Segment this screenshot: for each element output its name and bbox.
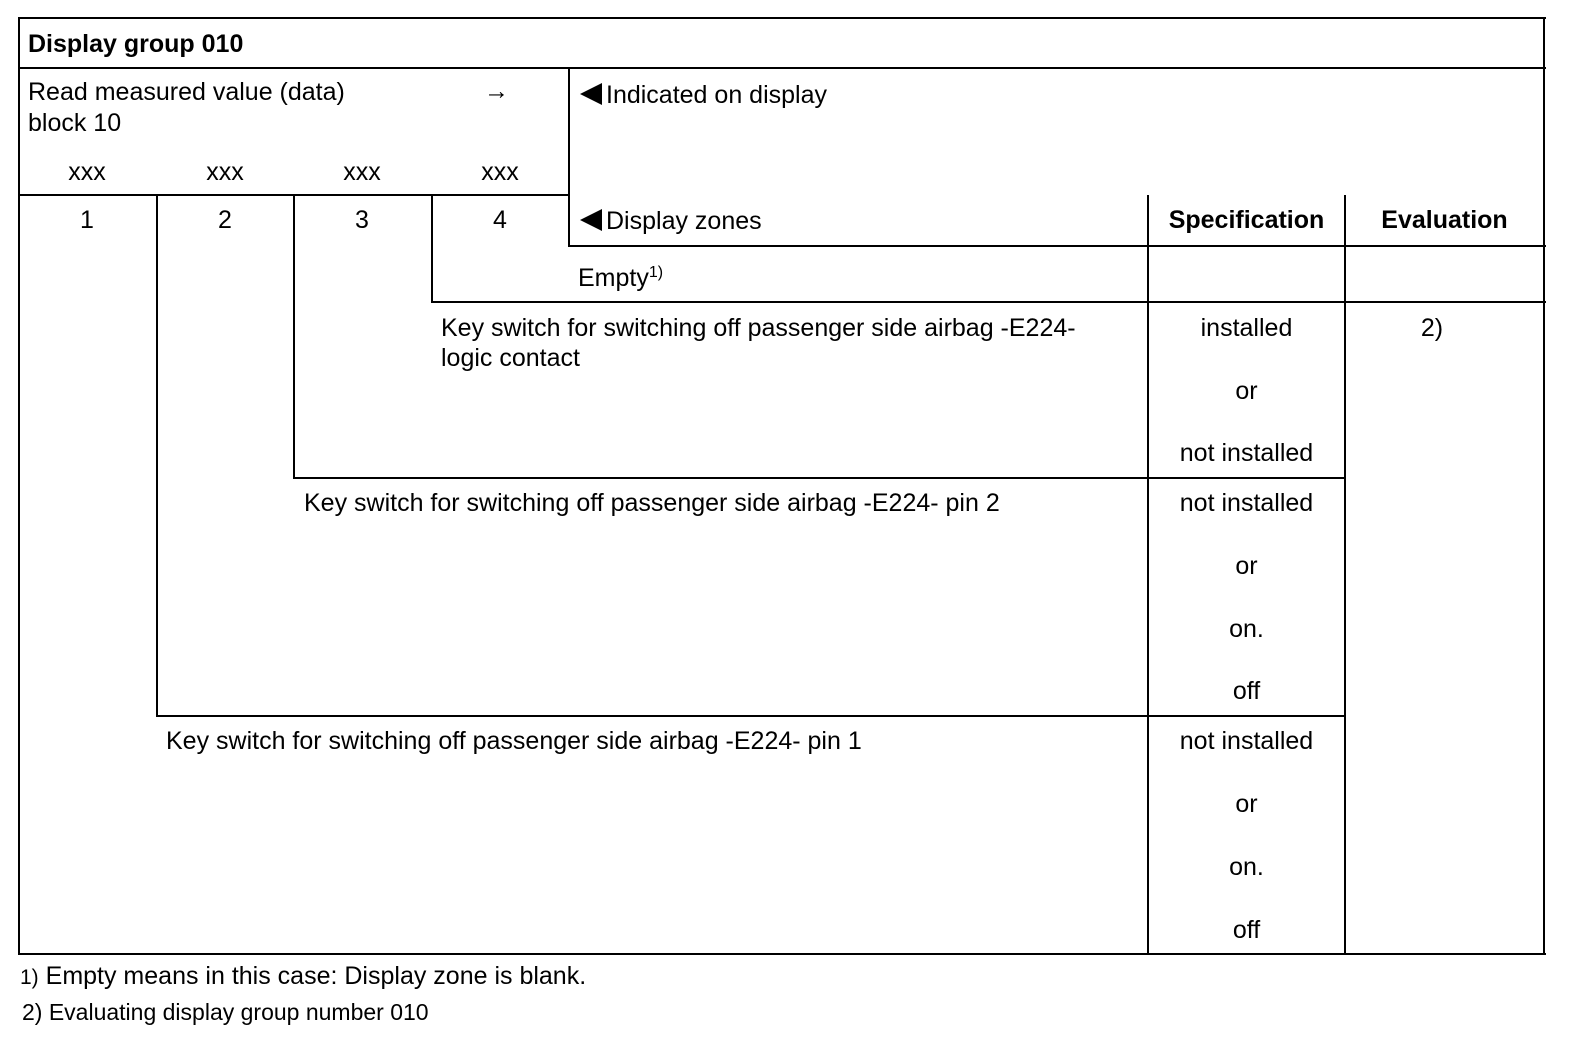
border-top — [18, 17, 1546, 19]
placeholder-value-1: xxx — [68, 158, 106, 186]
zone4-bracket-horizontal — [431, 301, 1546, 303]
specification-header: Specification — [1168, 206, 1325, 234]
footnote-2-mark: 2) — [22, 999, 43, 1025]
indicated-on-display-label — [580, 80, 827, 111]
read-measured-value-label: Read measured value (data) — [28, 78, 345, 106]
zone2-bracket-horizontal — [156, 715, 1346, 717]
footnote-1-text: Empty means in this case: Display zone is blank. — [45, 962, 587, 990]
zone-number-1: 1 — [80, 206, 94, 234]
zone-number-3: 3 — [355, 206, 369, 234]
placeholder-value-3: xxx — [343, 158, 381, 186]
display-zones-label — [580, 206, 762, 237]
zone3-spec-value: not installed — [1179, 439, 1314, 467]
zone-number-2: 2 — [218, 206, 232, 234]
footnote-2 — [22, 997, 429, 1028]
placeholder-value-2: xxx — [206, 158, 244, 186]
footnote-1 — [20, 961, 586, 993]
zone2-spec-value: off — [1232, 677, 1261, 705]
zone1-spec-value: or — [1235, 790, 1258, 818]
empty-text: Empty — [578, 264, 649, 292]
zone3-spec-value: installed — [1200, 314, 1293, 342]
zone1-description: Key switch for switching off passenger side airbag -E224- pin 1 — [166, 727, 862, 755]
display-zones-text: Display zones — [606, 207, 762, 235]
zone2-spec-value: or — [1235, 552, 1258, 580]
right-arrow-icon: → — [484, 77, 509, 105]
footnote-1-mark: 1) — [20, 966, 39, 989]
placeholder-value-4: xxx — [481, 158, 519, 186]
display-zones-divider — [568, 245, 1546, 247]
zone-number-4: 4 — [493, 206, 507, 234]
zone2-description: Key switch for switching off passenger side airbag -E224- pin 2 — [304, 489, 1000, 517]
pointer-triangle-icon — [580, 209, 602, 231]
footnote-mark-1: 1) — [648, 264, 664, 281]
pointer-triangle-icon — [580, 83, 602, 105]
zone3-evaluation-ref: 2) — [1420, 314, 1444, 342]
border-right — [1543, 17, 1545, 955]
title-divider — [18, 67, 1546, 69]
evaluation-header: Evaluation — [1381, 206, 1508, 234]
zone2-bracket-vertical — [156, 194, 158, 717]
zone2-spec-value: on. — [1229, 615, 1264, 643]
zone1-spec-value: on. — [1229, 853, 1264, 881]
zone1-spec-value: off — [1232, 916, 1261, 944]
zone3-bracket-horizontal — [293, 477, 1346, 479]
zone3-description-line2: logic contact — [441, 344, 580, 372]
zone3-spec-value: or — [1235, 377, 1258, 405]
empty-label — [578, 263, 663, 294]
indicated-text: Indicated on display — [606, 81, 827, 109]
zone3-description-line1: Key switch for switching off passenger side airbag -E224- — [441, 314, 1076, 342]
block-number-label: block 10 — [28, 109, 122, 137]
display-group-title: Display group 010 — [28, 30, 244, 58]
zone1-spec-value: not installed — [1179, 727, 1314, 755]
footnote-2-text: Evaluating display group number 010 — [48, 999, 429, 1025]
zone2-spec-value: not installed — [1179, 489, 1314, 517]
border-bottom — [18, 953, 1546, 955]
zone3-bracket-vertical — [293, 194, 295, 479]
